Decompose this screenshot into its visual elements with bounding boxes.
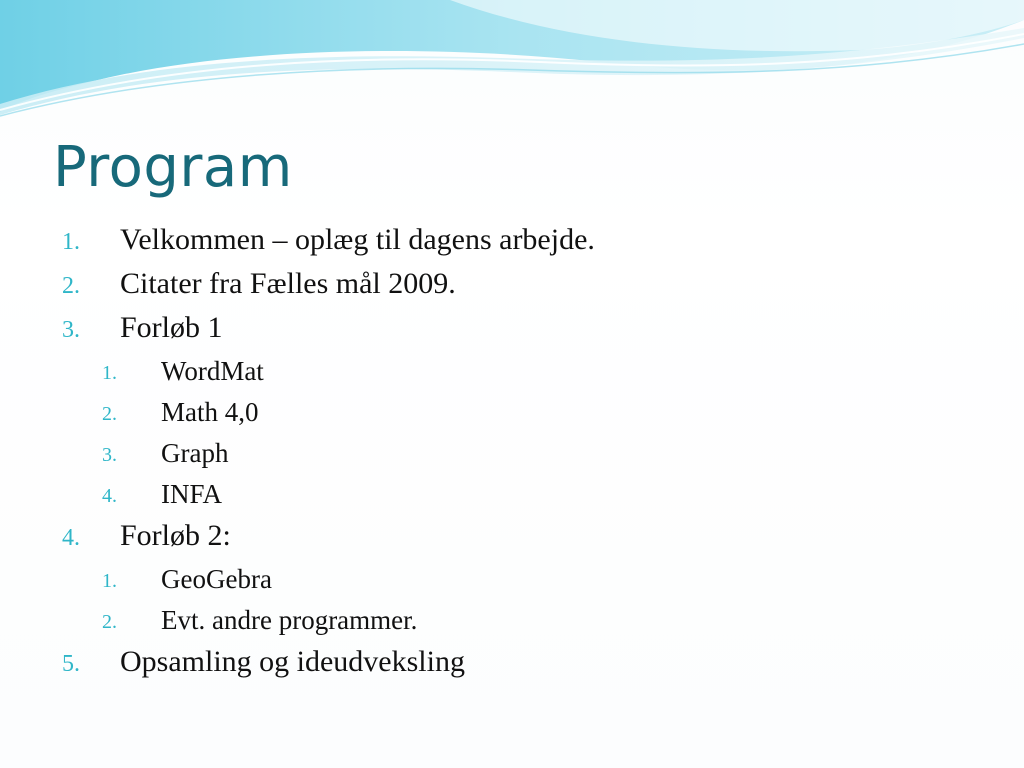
list-item <box>0 220 1024 264</box>
sub-list-item-label: Graph <box>161 438 229 468</box>
list-item <box>0 308 1024 352</box>
list-item <box>0 516 1024 560</box>
list-item-number: 1. <box>62 229 80 255</box>
sub-list-item-number: 1. <box>102 362 117 384</box>
list-item-number: 2. <box>62 273 80 299</box>
list-item-label: Citater fra Fælles mål 2009. <box>120 267 456 300</box>
program-list <box>0 220 1024 686</box>
sub-list-item <box>0 475 1024 516</box>
sub-list-item-number: 4. <box>102 485 117 507</box>
sub-list-item <box>0 560 1024 601</box>
list-item-label: Forløb 2: <box>120 519 231 552</box>
sub-list-item-label: WordMat <box>161 356 264 386</box>
sub-list-item-number: 1. <box>102 570 117 592</box>
sub-list-item-number: 2. <box>102 611 117 633</box>
list-item-label: Opsamling og ideudveksling <box>120 645 465 678</box>
sub-list-item-number: 2. <box>102 403 117 425</box>
list-item <box>0 642 1024 686</box>
sub-list-item-number: 3. <box>102 444 117 466</box>
slide-title: Program <box>53 135 293 200</box>
sub-list-item-label: Math 4,0 <box>161 397 259 427</box>
sub-list-item <box>0 434 1024 475</box>
sub-list-item-label: GeoGebra <box>161 564 272 594</box>
sub-list-item <box>0 352 1024 393</box>
list-item-label: Forløb 1 <box>120 311 223 344</box>
wave-header-decoration <box>0 0 1024 130</box>
list-item-number: 4. <box>62 525 80 551</box>
list-item <box>0 264 1024 308</box>
sub-list-item-label: INFA <box>161 479 223 509</box>
list-item-number: 5. <box>62 651 80 677</box>
sub-list-item <box>0 601 1024 642</box>
sub-list-item <box>0 393 1024 434</box>
list-item-number: 3. <box>62 317 80 343</box>
sub-list-item-label: Evt. andre programmer. <box>161 605 418 635</box>
list-item-label: Velkommen – oplæg til dagens arbejde. <box>120 223 595 256</box>
